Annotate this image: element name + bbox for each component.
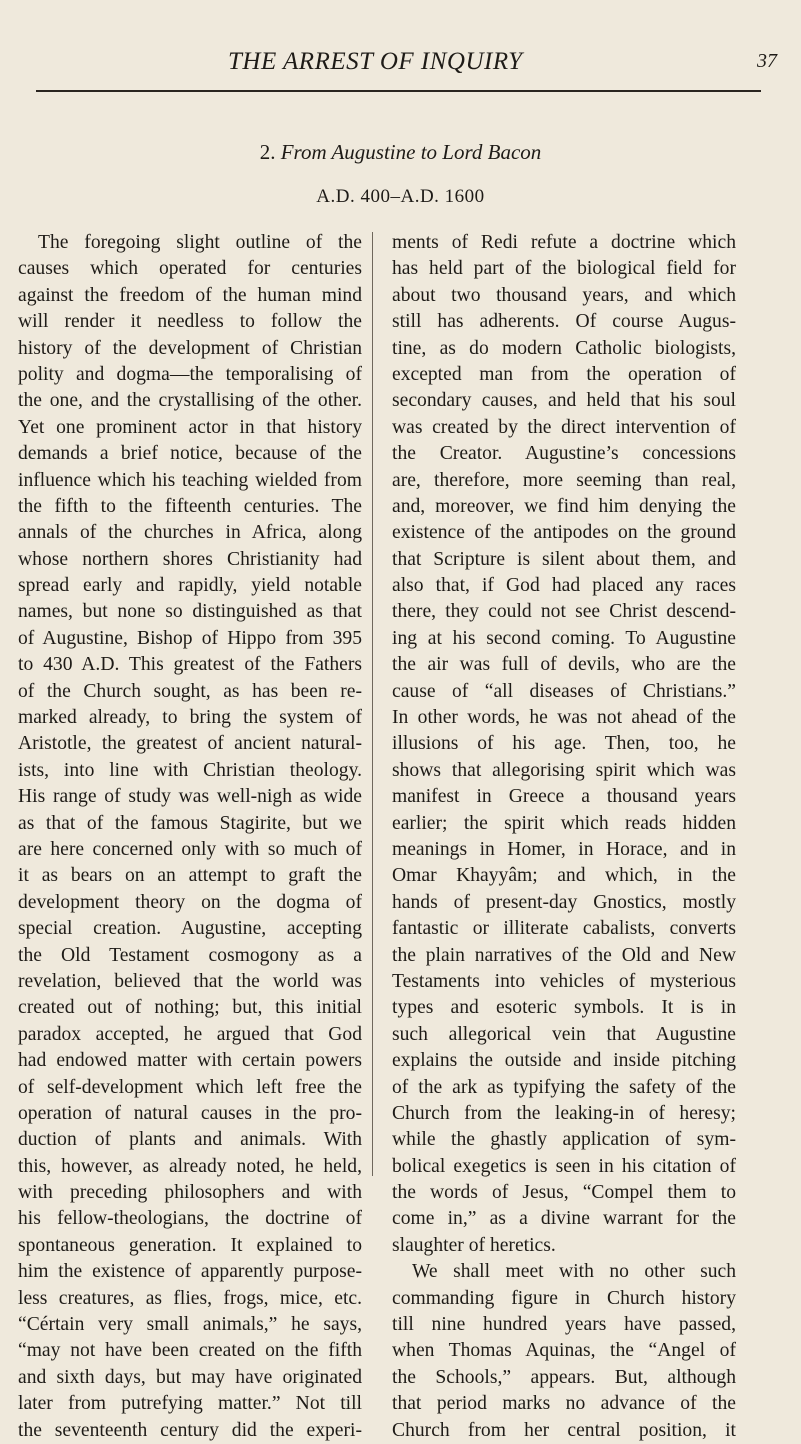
text-line: types and esoteric symbols. It is in xyxy=(392,997,736,1019)
text-line: earlier; the spirit which reads hidden xyxy=(392,812,736,834)
text-line: The foregoing slight outline of the xyxy=(38,232,362,253)
text-line: illusions of his age. Then, too, he xyxy=(392,733,736,755)
text-line: also that, if God had placed any races xyxy=(392,575,736,597)
text-line: bolical exegetics is seen in his citation of xyxy=(392,1155,736,1177)
text-line: “may not have been created on the fifth xyxy=(18,1340,362,1362)
text-line: with preceding philosophers and with xyxy=(18,1182,362,1204)
text-line: the Schools,” appears. But, although xyxy=(392,1366,736,1388)
text-line: against the freedom of the human mind xyxy=(18,284,362,306)
header-rule xyxy=(36,90,761,92)
text-line: names, but none so distinguished as that xyxy=(18,601,362,623)
text-line: fantastic or illiterate cabalists, converts xyxy=(392,918,736,940)
text-line: his fellow-theologians, the doctrine of xyxy=(18,1208,362,1230)
text-line: ments of Redi refute a doctrine which xyxy=(392,232,736,253)
text-line: created out of nothing; but, this initial xyxy=(18,997,362,1019)
text-line: the air was full of devils, who are the xyxy=(392,654,736,676)
column-divider xyxy=(372,232,373,1176)
text-line: special creation. Augustine, accepting xyxy=(18,918,362,940)
text-line: We shall meet with no other such xyxy=(412,1261,736,1283)
text-line: whose northern shores Christianity had xyxy=(18,548,362,570)
text-line: of the ark as typifying the safety of the xyxy=(392,1076,736,1098)
text-line: spontaneous generation. It explained to xyxy=(18,1234,362,1256)
text-line: excepted man from the operation of xyxy=(392,363,736,385)
text-line: ing at his second coming. To Augustine xyxy=(392,627,736,649)
text-line: of the Church sought, as has been re- xyxy=(18,680,362,702)
text-line: of self-development which left free the xyxy=(18,1076,362,1098)
text-line: Testaments into vehicles of mysterious xyxy=(392,970,736,992)
text-line: come in,” as a divine warrant for the xyxy=(392,1208,736,1230)
text-line: are here concerned only with so much of xyxy=(18,838,362,860)
text-line: that Scripture is silent about them, and xyxy=(392,548,736,570)
right-column xyxy=(392,230,736,1444)
text-line: Church from the leaking-in of heresy; xyxy=(392,1102,736,1124)
text-line: less creatures, as flies, frogs, mice, etc. xyxy=(18,1287,362,1309)
text-line: influence which his teaching wielded from xyxy=(18,469,362,491)
text-line: marked already, to bring the system of xyxy=(18,707,362,729)
section-heading xyxy=(0,140,801,165)
text-line: the seventeenth century did the experi- xyxy=(18,1419,362,1441)
section-title: From Augustine to Lord Bacon xyxy=(280,140,542,164)
text-line: secondary causes, and held that his soul xyxy=(392,390,736,412)
text-line: paradox accepted, he argued that God xyxy=(18,1023,362,1045)
text-line: the plain narratives of the Old and New xyxy=(392,944,736,966)
text-line: this, however, as already noted, he held, xyxy=(18,1155,362,1177)
text-line: In other words, he was not ahead of the xyxy=(392,707,736,729)
text-line: annals of the churches in Africa, along xyxy=(18,522,362,544)
date-range: A.D. 400–A.D. 1600 xyxy=(316,186,485,207)
text-line: till nine hundred years have passed, xyxy=(392,1314,736,1336)
text-line: His range of study was well-nigh as wide xyxy=(18,786,362,808)
text-line: the words of Jesus, “Compel them to xyxy=(392,1182,736,1204)
text-line: such allegorical vein that Augustine xyxy=(392,1023,736,1045)
text-line: are, therefore, more seeming than real, xyxy=(392,469,736,491)
text-line: it as bears on an attempt to graft the xyxy=(18,865,362,887)
text-line: Church from her central position, it xyxy=(392,1419,736,1441)
text-line: later from putrefying matter.” Not till xyxy=(18,1393,362,1415)
text-line: cause of “all diseases of Christians.” xyxy=(392,680,736,702)
text-line: operation of natural causes in the pro- xyxy=(18,1102,362,1124)
text-line: the Creator. Augustine’s concessions xyxy=(392,443,736,465)
text-line: hands of present-day Gnostics, mostly xyxy=(392,891,736,913)
text-line: and sixth days, but may have originated xyxy=(18,1366,362,1388)
text-line: about two thousand years, and which xyxy=(392,284,736,306)
text-line: ists, into line with Christian theology. xyxy=(18,759,362,781)
text-line: will render it needless to follow the xyxy=(18,311,362,333)
text-line: existence of the antipodes on the ground xyxy=(392,522,736,544)
text-line: spread early and rapidly, yield notable xyxy=(18,575,362,597)
text-line: while the ghastly application of sym- xyxy=(392,1129,736,1151)
text-line: of Augustine, Bishop of Hippo from 395 xyxy=(18,627,362,649)
text-line: commanding figure in Church history xyxy=(392,1287,736,1309)
text-line: has held part of the biological field for xyxy=(392,258,736,280)
text-line: when Thomas Aquinas, the “Angel of xyxy=(392,1340,736,1362)
text-line: revelation, believed that the world was xyxy=(18,970,362,992)
text-line: slaughter of heretics. xyxy=(392,1234,556,1256)
text-line: had endowed matter with certain powers xyxy=(18,1050,362,1072)
text-line: Aristotle, the greatest of ancient natural- xyxy=(18,733,362,755)
text-line: the Old Testament cosmogony as a xyxy=(18,944,362,966)
text-line: development theory on the dogma of xyxy=(18,891,362,913)
text-line: still has adherents. Of course Augus- xyxy=(392,311,736,333)
text-line: history of the development of Christian xyxy=(18,337,362,359)
text-line: and, moreover, we find him denying the xyxy=(392,495,736,517)
text-line: causes which operated for centuries xyxy=(18,258,362,280)
left-column xyxy=(18,230,362,1444)
text-line: manifest in Greece a thousand years xyxy=(392,786,736,808)
text-line: shows that allegorising spirit which was xyxy=(392,759,736,781)
text-line: duction of plants and animals. With xyxy=(18,1129,362,1151)
text-line: the fifth to the fifteenth centuries. The xyxy=(18,495,362,517)
text-line: explains the outside and inside pitching xyxy=(392,1050,736,1072)
text-line: polity and dogma—the temporalising of xyxy=(18,363,362,385)
running-title: THE ARREST OF INQUIRY xyxy=(228,48,523,75)
page-number: 37 xyxy=(757,50,777,72)
text-line: there, they could not see Christ descend- xyxy=(392,601,736,623)
text-line: was created by the direct intervention of xyxy=(392,416,736,438)
text-line: Omar Khayyâm; and which, in the xyxy=(392,865,736,887)
text-line: tine, as do modern Catholic biologists, xyxy=(392,337,736,359)
text-line: to 430 A.D. This greatest of the Fathers xyxy=(18,654,362,676)
text-line: the one, and the crystallising of the other. xyxy=(18,390,362,412)
section-number: 2. xyxy=(259,140,276,164)
running-head xyxy=(0,40,801,80)
text-line: that period marks no advance of the xyxy=(392,1393,736,1415)
text-line: demands a brief notice, because of the xyxy=(18,443,362,465)
text-line: him the existence of apparently purpose- xyxy=(18,1261,362,1283)
text-line: Yet one prominent actor in that history xyxy=(18,416,362,438)
text-line: “Cértain very small animals,” he says, xyxy=(18,1314,362,1336)
text-line: as that of the famous Stagirite, but we xyxy=(18,812,362,834)
text-line: meanings in Homer, in Horace, and in xyxy=(392,838,736,860)
